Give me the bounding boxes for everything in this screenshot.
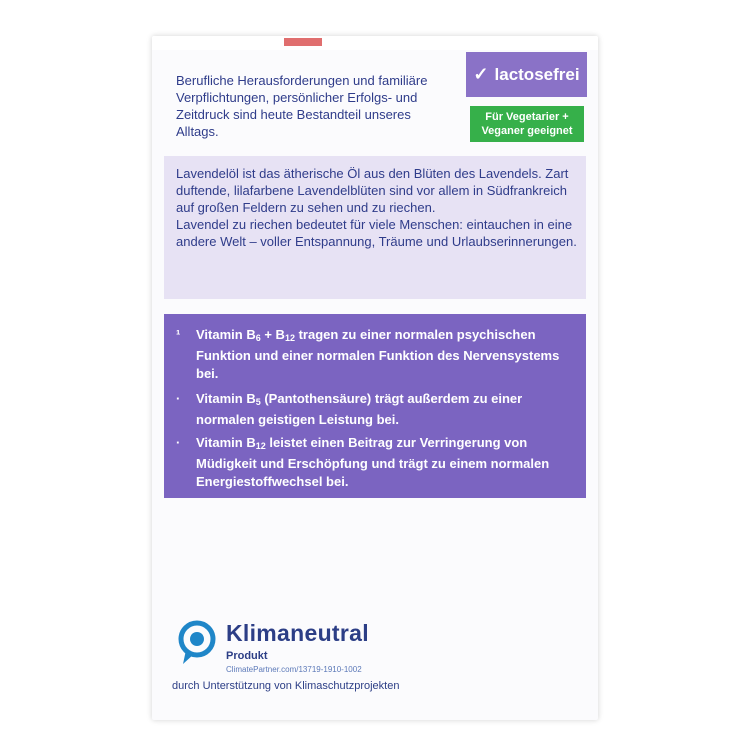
vitamin-claim-2 [176, 390, 576, 429]
vegan-badge-line1: Für Vegetarier + [485, 111, 569, 123]
vitamin-name: Vitamin B [196, 327, 256, 342]
checkmark-icon: ✓ [473, 64, 489, 84]
climate-partner-url: ClimatePartner.com/13719-1910-1002 [226, 665, 362, 674]
top-strip-red-mark [284, 38, 322, 46]
bullet-marker: · [176, 435, 181, 450]
climate-partner-logo-icon [178, 620, 216, 666]
intro-text: Berufliche Herausforderungen und familiäre Verpflichtungen, persönlicher Erfolgs- und Zeitdruck sind heute Bestandteil unseres Alltags. [176, 73, 428, 139]
footnote-marker: ¹ [176, 327, 181, 342]
top-strip [152, 36, 598, 50]
vitamin-claims-panel [164, 314, 586, 498]
lavender-text [176, 165, 580, 250]
lavender-info-panel [164, 156, 586, 299]
vitamin-subscript: 12 [255, 441, 266, 451]
climate-support-text: durch Unterstützung von Klimaschutzprojekten [172, 680, 400, 692]
vitamin-name: Vitamin B [196, 391, 256, 406]
vitamin-name: + B [260, 327, 285, 342]
bullet-marker: · [176, 391, 181, 406]
lactose-free-label: lactosefrei [494, 64, 580, 84]
climate-neutral-subtitle: Produkt [226, 650, 268, 662]
vitamin-subscript: 6 [255, 333, 261, 343]
product-box-back [152, 36, 598, 720]
lavender-paragraph-2: Lavendel zu riechen bedeutet für viele Menschen: eintauchen in eine andere Welt – voller Entspannung, Träume und Urlaubserinnerungen. [176, 217, 577, 249]
lavender-paragraph-1: Lavendelöl ist das ätherische Öl aus den Blüten des Lavendels. Zart duftende, lilafarbene Lavendelblüten sind vor allem in Südfrankreich auf großen Feldern zu sehen und zu riechen. [176, 166, 569, 215]
vitamin-claim-text: leistet einen Beitrag zur Verringerung von Müdigkeit und Erschöpfung und trägt zu einem normalen Energiestoffwechsel bei. [196, 435, 550, 489]
vitamin-name: Vitamin B [196, 435, 256, 450]
vegan-badge-line2: Veganer geeignet [481, 125, 573, 137]
vegan-badge [470, 106, 584, 142]
lactose-free-badge [466, 52, 587, 97]
vitamin-subscript: 5 [255, 397, 261, 407]
climate-neutral-title: Klimaneutral [226, 620, 369, 646]
vitamin-claim-3 [176, 434, 576, 491]
vitamin-claim-text: tragen zu einer normalen psychischen Funktion und einer normalen Funktion des Nervensystems bei. [196, 327, 560, 381]
vitamin-claim-1 [176, 326, 576, 383]
vitamin-claim-text: (Pantothensäure) trägt außerdem zu einer normalen geistigen Leistung bei. [196, 391, 523, 427]
vitamin-subscript: 12 [284, 333, 295, 343]
